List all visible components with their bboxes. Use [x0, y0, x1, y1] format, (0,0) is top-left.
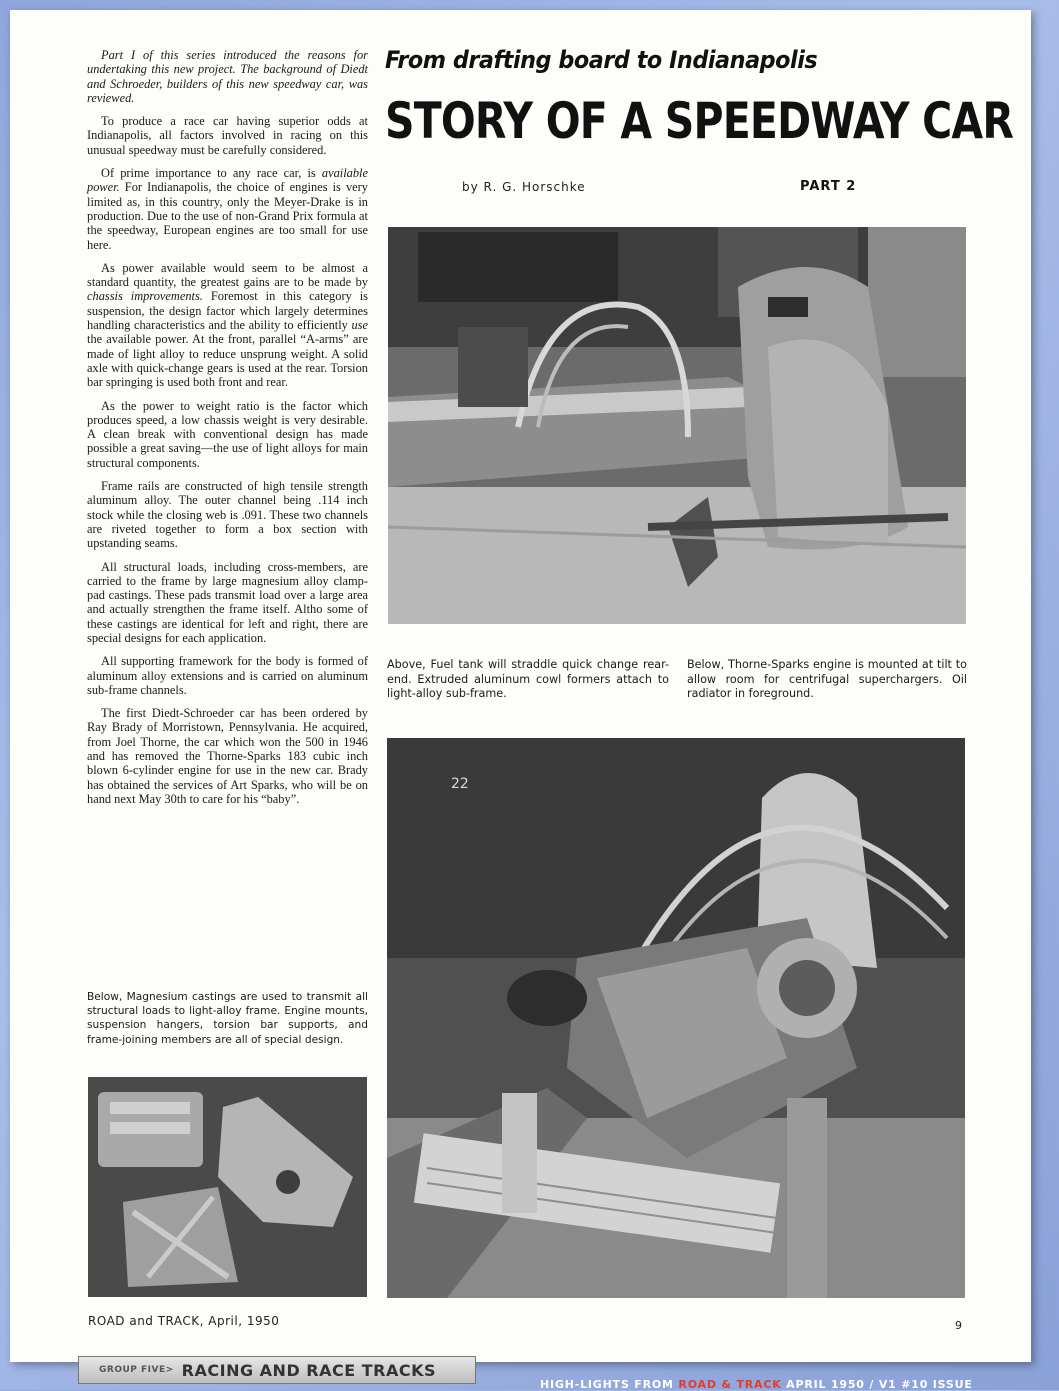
- byline: by R. G. Horschke: [462, 180, 586, 194]
- wall-number: 22: [451, 776, 469, 792]
- page-number: 9: [955, 1319, 962, 1332]
- intro-paragraph: Part I of this series introduced the reasons for undertaking this new project. The background of Diedt and Schroeder, builders of this new speedway car, was reviewed.: [87, 48, 368, 105]
- article-body: [87, 48, 368, 815]
- body-paragraph: All supporting framework for the body is formed of aluminum alloy extensions and is carried on aluminum sub-frame channels.: [87, 654, 368, 697]
- body-paragraph: All structural loads, including cross-members, are carried to the frame by large magnesium alloy clamp-pad castings. These pads transmit load over a large area and actually strengthen the frame itself. Altho some of these castings are identical for left and right, there are special designs for each application.: [87, 559, 368, 645]
- caption-above: Above, Fuel tank will straddle quick change rear-end. Extruded aluminum cowl formers attach to light-alloy sub-frame.: [387, 658, 669, 700]
- section-label: RACING AND RACE TRACKS: [181, 1360, 437, 1380]
- engine-photo: [387, 738, 965, 1298]
- highlights-line: [540, 1379, 973, 1390]
- castings-caption: Below, Magnesium castings are used to transmit all structural loads to light-alloy frame. Engine mounts, suspension hangers, torsion bar supports, and frame-joining members are all of special design.: [87, 991, 368, 1046]
- castings-photo: [88, 1077, 367, 1297]
- body-paragraph: To produce a race car having superior odds at Indianapolis, all factors involved in racing on this unusual speedway must be carefully considered.: [87, 114, 368, 157]
- body-paragraph: The first Diedt-Schroeder car has been ordered by Ray Brady of Morristown, Pennsylvania. He acquired, from Joel Thorne, the car which won the 500 in 1946 and has removed the Thorne-Sparks 183 cubic inch blown 6-cylinder engine for use in the new car. Brady has obtained the services of Art Sparks, who will be on hand next May 30th to care for his “baby”.: [87, 706, 368, 806]
- group-label: GROUP FIVE>: [99, 1365, 174, 1375]
- caption-below: Below, Thorne-Sparks engine is mounted at tilt to allow room for centrifugal superchargers. Oil radiator in foreground.: [687, 658, 967, 700]
- article-headline: STORY OF A SPEEDWAY CAR: [385, 92, 1014, 150]
- article-kicker: From drafting board to Indianapolis: [385, 46, 818, 74]
- body-paragraph: Frame rails are constructed of high tensile strength aluminum alloy. The outer channel being .114 inch stock while the closing web is .091. These two channels are riveted together to form a box section with upstanding seams.: [87, 479, 368, 551]
- body-paragraph: Of prime importance to any race car, is available power. For Indianapolis, the choice of engines is very limited as, in this country, only the Meyer-Drake is in production. Due to the use of non-Grand Prix formula at the speedway, European engines are too small for use here.: [87, 166, 368, 252]
- issue-label: APRIL 1950 / V1 #10 ISSUE: [786, 1378, 973, 1391]
- magazine-footer: ROAD and TRACK, April, 1950: [88, 1314, 280, 1328]
- body-paragraph: As the power to weight ratio is the factor which produces speed, a low chassis weight is very desirable. A clean break with conventional design has made possible a great saving—the use of light alloys for main structural components.: [87, 398, 368, 470]
- brand-name: ROAD & TRACK: [678, 1378, 782, 1391]
- chassis-photo: [388, 227, 966, 624]
- body-paragraph: As power available would seem to be almost a standard quantity, the greatest gains are to be made by chassis improvements. Foremost in this category is suspension, the design factor which largely determines handling characteristics and the ability to efficiently use the available power. At the front, parallel “A-arms” are made of light alloy to reduce unsprung weight. A solid axle with quick-change gears is used at the rear. Torsion bar springing is used both front and rear.: [87, 260, 369, 390]
- part-label: PART 2: [800, 179, 857, 194]
- highlights-prefix: HIGH-LIGHTS FROM: [540, 1378, 674, 1391]
- section-banner: [78, 1356, 476, 1384]
